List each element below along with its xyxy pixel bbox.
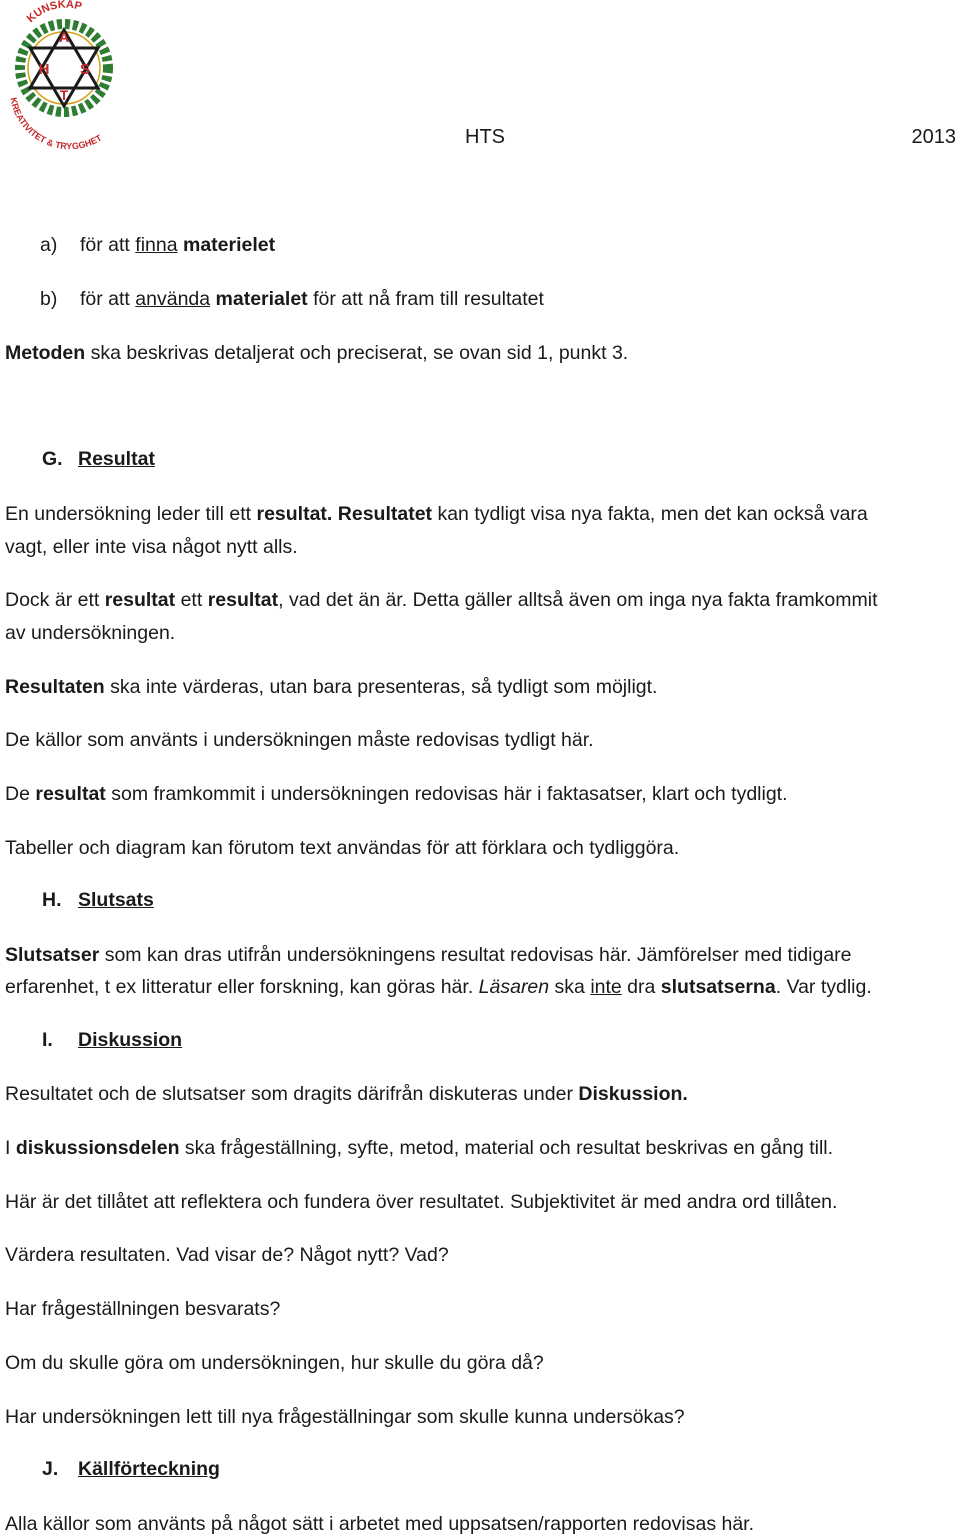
- logo-bottom-text: KREATIVITET & TRYGGHET: [8, 96, 104, 150]
- list-item-b: b) för att använda materialet för att nå fram till resultatet: [40, 288, 544, 310]
- paragraph-line: Här är det tillåtet att reflektera och fundera över resultatet. Subjektivitet är med andra ord tillåten.: [5, 1191, 838, 1213]
- header-year: 2013: [911, 126, 956, 148]
- logo-top-text: KUNSKAP: [24, 0, 84, 26]
- paragraph-line: av undersökningen.: [5, 622, 176, 644]
- list-item-a: a) för att finna materielet: [40, 234, 276, 256]
- paragraph-line: Dock är ett resultat ett resultat, vad det än är. Detta gäller alltså även om inga nya fakta framkommit: [5, 589, 878, 611]
- paragraph-line: Resultaten ska inte värderas, utan bara presenteras, så tydligt som möjligt.: [5, 676, 658, 698]
- logo-letter-t: T: [59, 87, 69, 103]
- paragraph-line: erfarenhet, t ex litteratur eller forskning, kan göras här. Läsaren ska inte dra slutsatserna. Var tydlig.: [5, 976, 872, 998]
- section-title: Resultat: [78, 448, 155, 470]
- header-title: HTS: [465, 126, 505, 148]
- list-marker: a): [40, 234, 58, 256]
- section-heading-h: H. Slutsats: [42, 889, 154, 911]
- section-heading-i: I. Diskussion: [42, 1029, 183, 1051]
- paragraph-line: Alla källor som använts på något sätt i arbetet med uppsatsen/rapporten redovisas här.: [5, 1513, 755, 1535]
- section-title: Diskussion: [78, 1029, 183, 1051]
- paragraph-line: Värdera resultaten. Vad visar de? Något nytt? Vad?: [5, 1244, 449, 1266]
- logo-letter-h: H: [38, 61, 50, 78]
- paragraph-line: Slutsatser som kan dras utifrån undersökningens resultat redovisas här. Jämförelser med tidigare: [5, 944, 852, 966]
- method-paragraph: Metoden ska beskrivas detaljerat och preciserat, se ovan sid 1, punkt 3.: [5, 342, 629, 364]
- paragraph-line: De resultat som framkommit i undersökningen redovisas här i faktasatser, klart och tydligt.: [5, 783, 788, 805]
- paragraph-line: Tabeller och diagram kan förutom text användas för att förklara och tydliggöra.: [5, 837, 680, 859]
- section-heading-g: G. Resultat: [42, 448, 155, 470]
- paragraph-line: vagt, eller inte visa något nytt alls.: [5, 536, 298, 558]
- paragraph-line: Resultatet och de slutsatser som dragits därifrån diskuteras under Diskussion.: [5, 1083, 688, 1105]
- section-heading-j: J. Källförteckning: [42, 1458, 220, 1480]
- paragraph-line: Har undersökningen lett till nya frågeställningar som skulle kunna undersökas?: [5, 1406, 685, 1428]
- paragraph-line: De källor som använts i undersökningen måste redovisas tydligt här.: [5, 729, 594, 751]
- logo-letter-s: S: [79, 61, 91, 78]
- paragraph-line: En undersökning leder till ett resultat. Resultatet kan tydligt visa nya fakta, men det kan också vara: [5, 503, 868, 525]
- school-logo: [2, 0, 130, 150]
- paragraph-line: Om du skulle göra om undersökningen, hur skulle du göra då?: [5, 1352, 544, 1374]
- section-title: Slutsats: [78, 889, 154, 911]
- paragraph-line: I diskussionsdelen ska frågeställning, syfte, metod, material och resultat beskrivas en gång till.: [5, 1137, 834, 1159]
- section-title: Källförteckning: [78, 1458, 220, 1480]
- logo-letter-a: A: [58, 29, 70, 45]
- paragraph-line: Har frågeställningen besvarats?: [5, 1298, 281, 1320]
- list-marker: b): [40, 288, 58, 310]
